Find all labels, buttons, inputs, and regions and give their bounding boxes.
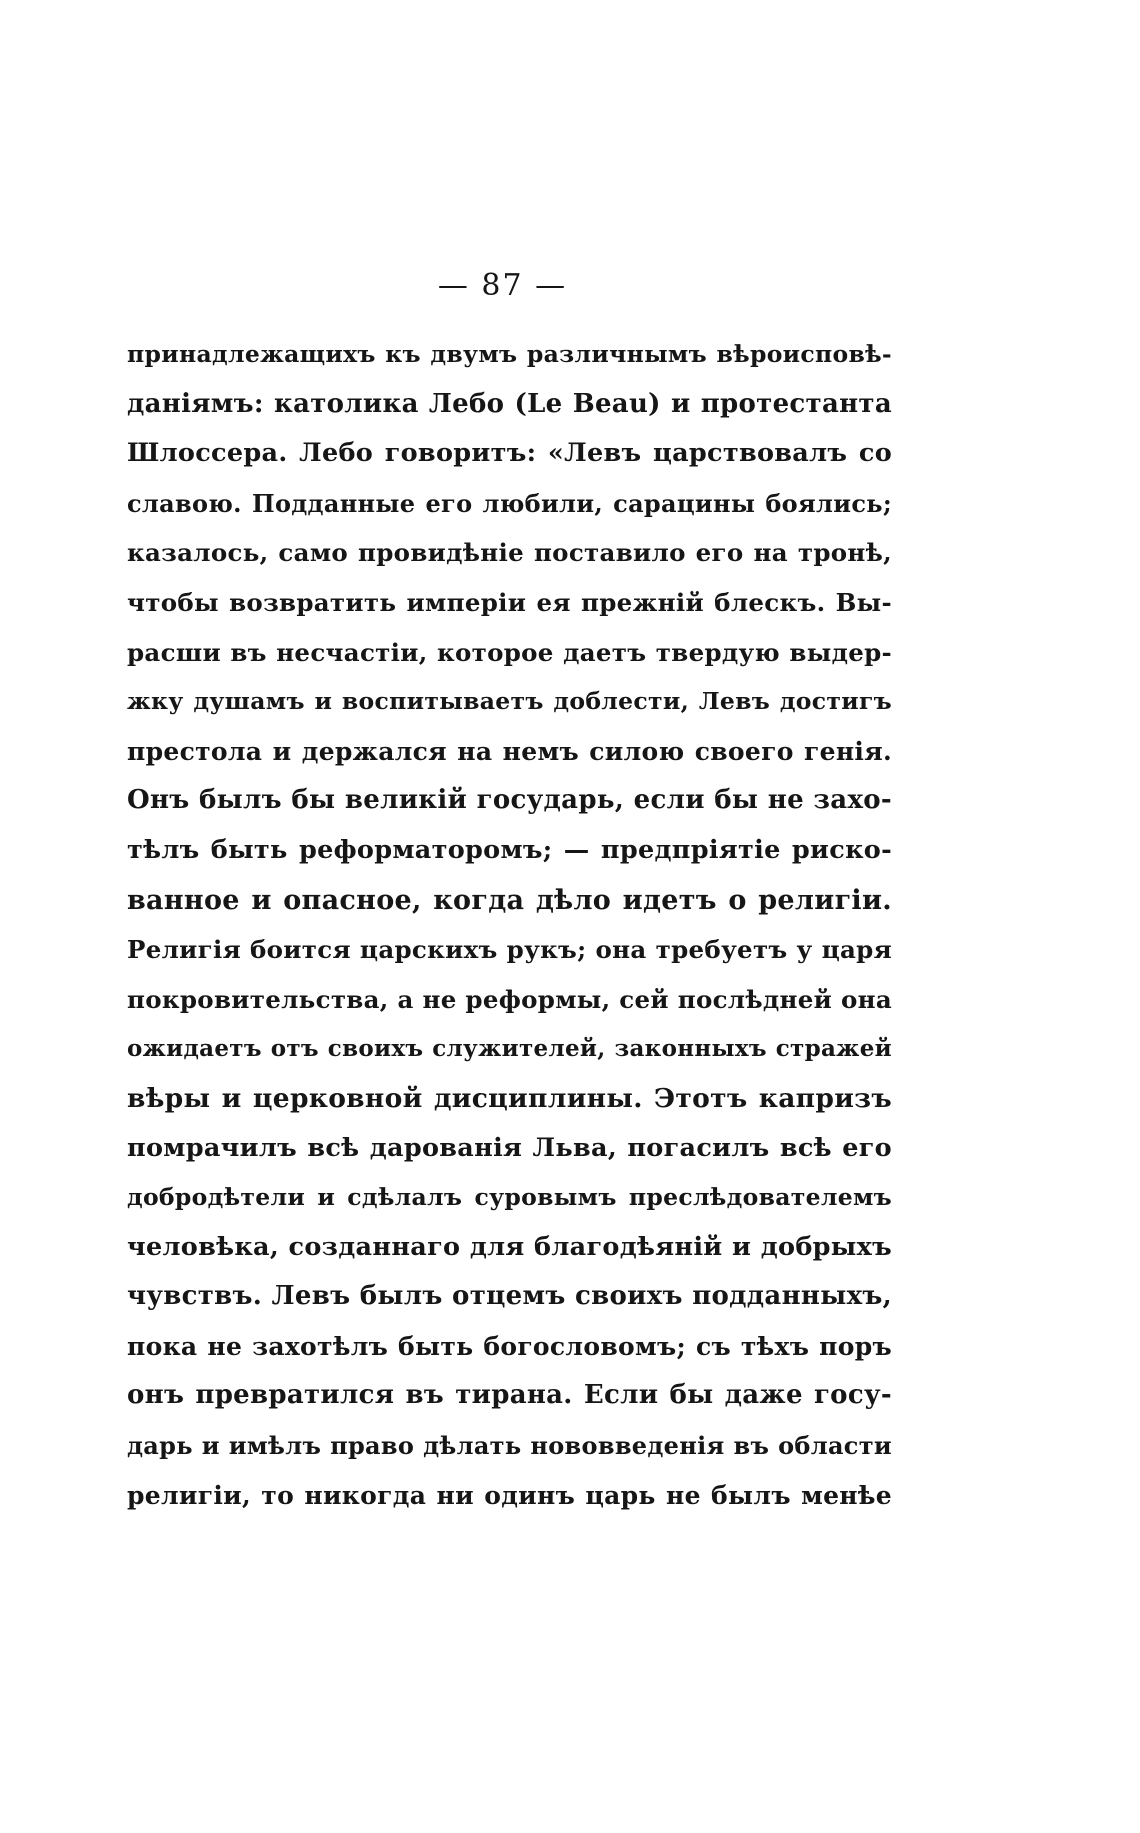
text-line: ванное и опасное, когда дѣло идетъ о религіи. [127,884,892,916]
text-line: человѣка, созданнаго для благодѣяній и добрыхъ [127,1231,892,1262]
text-line: Шлоссера. Лебо говоритъ: «Левъ царствовалъ со [127,438,892,469]
text-line: казалось, само провидѣніе поставило его на тронѣ, [127,538,892,568]
text-line: расши въ несчастіи, которое даетъ твердую выдер- [127,637,892,667]
text-line: Онъ былъ бы великій государь, если бы не захо- [127,785,892,816]
text-line: славою. Подданные его любили, сарацины боялись; [127,488,892,518]
text-line: вѣры и церковной дисциплины. Этотъ капризъ [127,1082,892,1114]
text-line: религіи, то никогда ни одинъ царь не былъ менѣе [127,1480,892,1510]
body-text [127,330,892,1520]
text-line: покровительства, а не реформы, сей послѣдней она [127,984,892,1014]
text-line: Религія боится царскихъ рукъ; она требуетъ у царя [127,935,892,965]
text-line: ожидаетъ отъ своихъ служителей, законныхъ стражей [127,1035,892,1063]
text-line: дарь и имѣлъ право дѣлать нововведенія въ области [127,1431,892,1461]
text-line: добродѣтели и сдѣлалъ суровымъ преслѣдователемъ [127,1183,892,1212]
text-line: помрачилъ всѣ дарованія Льва, погасилъ всѣ его [127,1132,892,1163]
page-number: — 87 — [437,268,568,303]
text-line: даніямъ: католика Лебо (Le Beau) и протестанта [127,388,892,419]
text-line: тѣлъ быть реформаторомъ; — предпріятіе риско- [127,834,892,865]
text-line: онъ превратился въ тирана. Если бы даже госу- [127,1380,892,1411]
text-line: чувствъ. Левъ былъ отцемъ своихъ подданныхъ, [127,1281,892,1312]
text-line: чтобы возвратить имперіи ея прежній блескъ. Вы- [127,587,892,617]
text-line: принадлежащихъ къ двумъ различнымъ вѣроисповѣ- [127,340,892,368]
text-line: пока не захотѣлъ быть богословомъ; съ тѣхъ поръ [127,1331,892,1361]
text-line: жку душамъ и воспитываетъ доблести, Левъ достигъ [127,687,892,716]
text-line: престола и держался на немъ силою своего генія. [127,736,892,766]
